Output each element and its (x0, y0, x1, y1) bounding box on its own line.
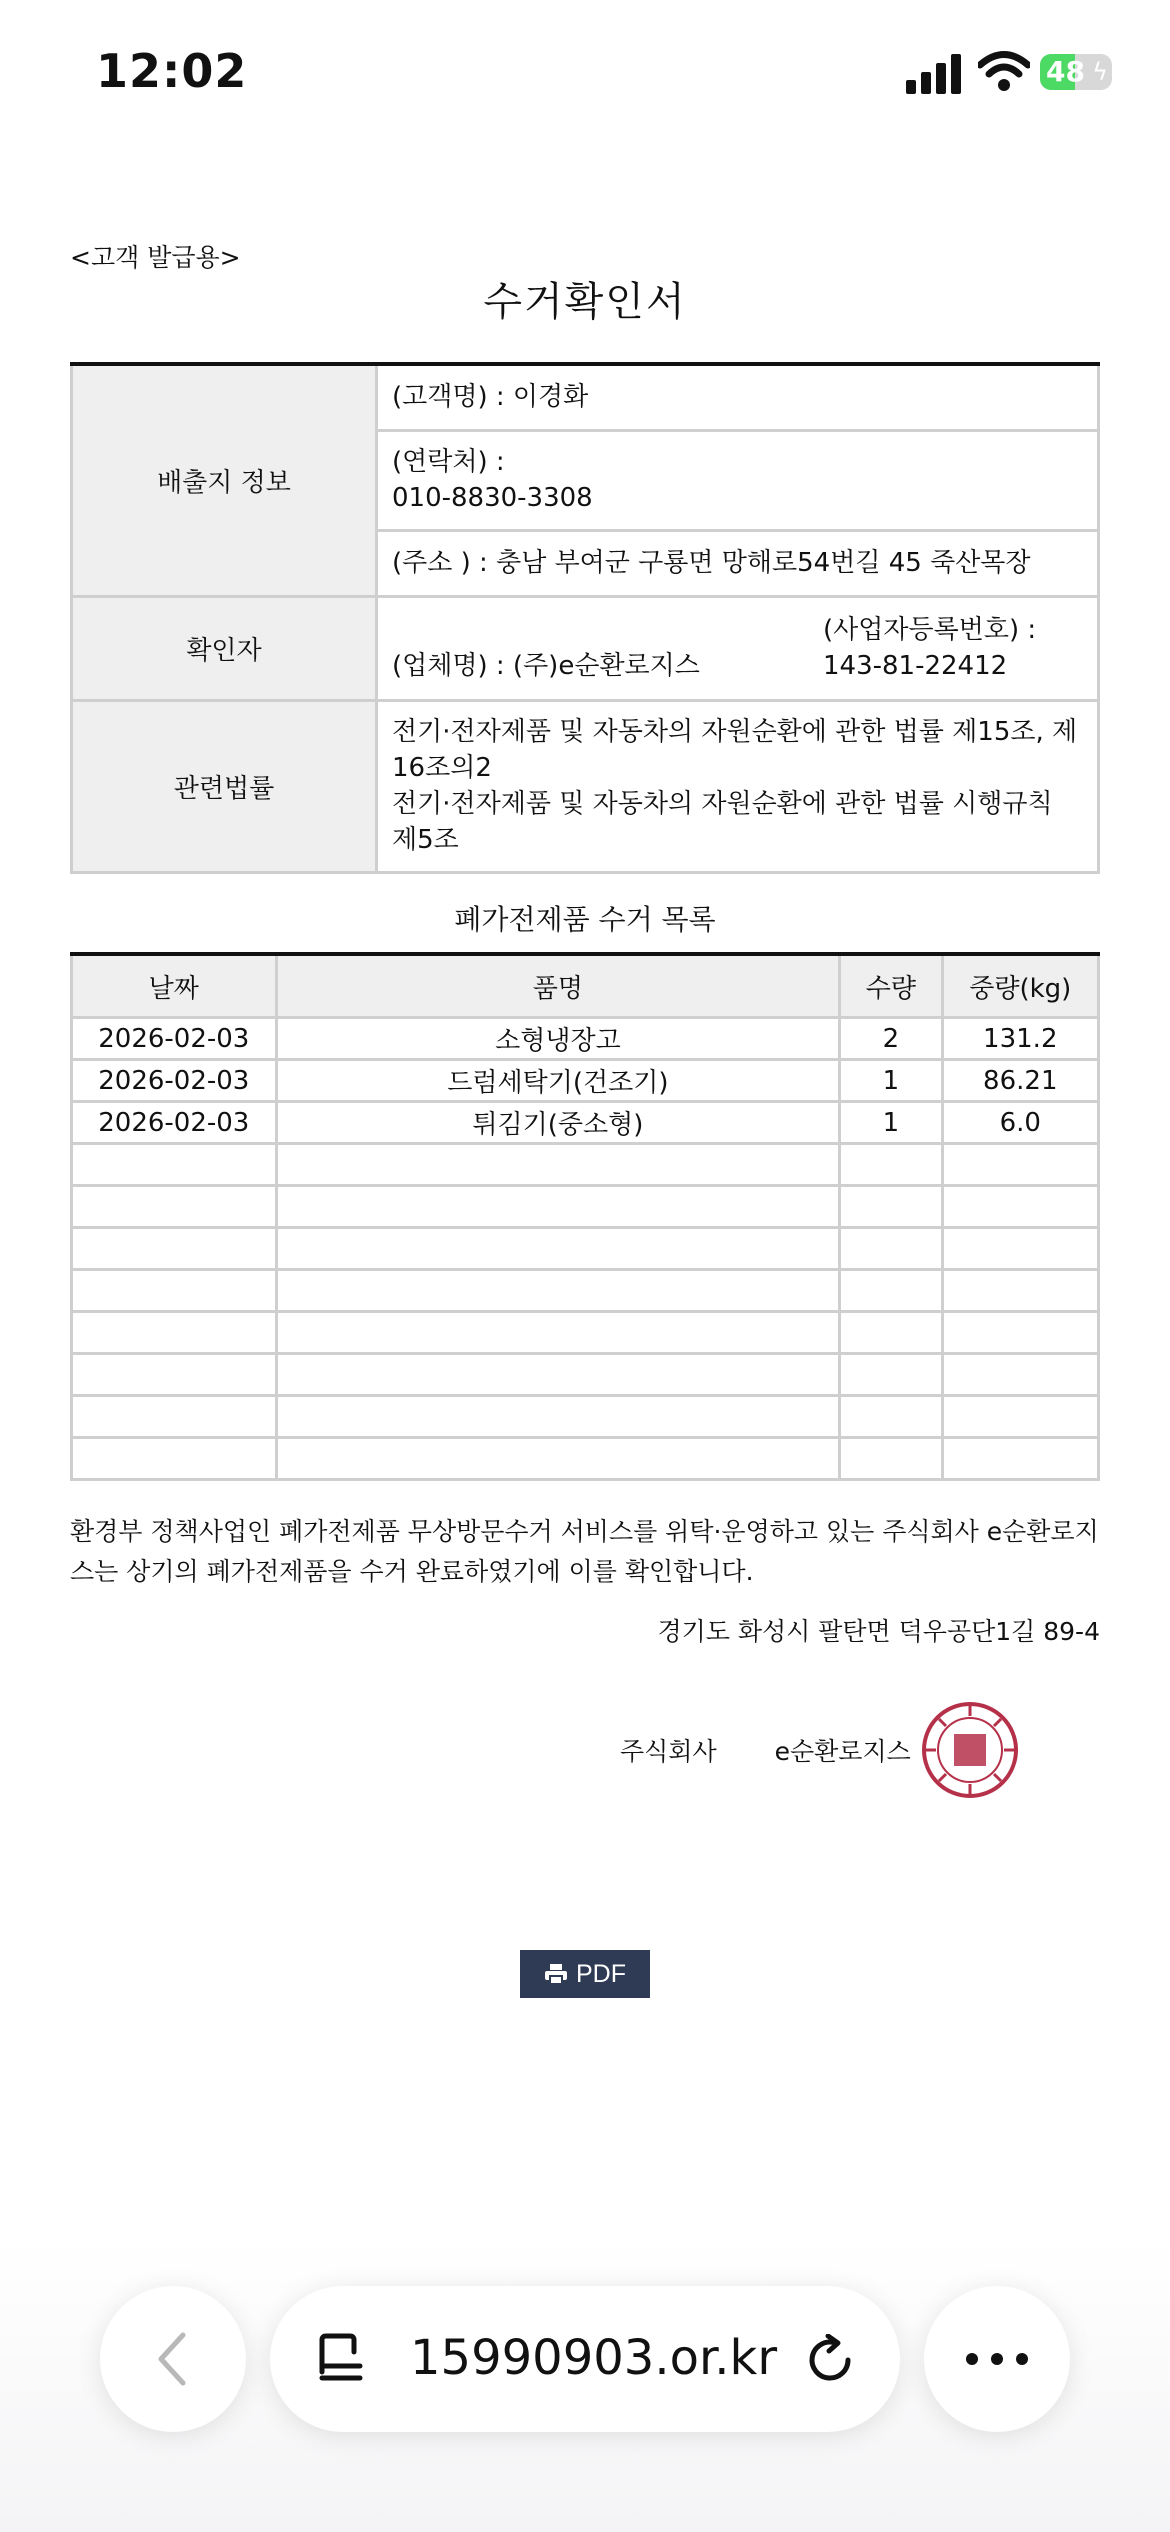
empty-table-row (72, 1312, 1099, 1354)
date-cell: 2026-02-03 (72, 1018, 277, 1060)
chevron-left-icon (153, 2329, 193, 2389)
contact-cell (377, 430, 1099, 530)
more-options-button[interactable] (924, 2286, 1070, 2432)
law-item: 전기·전자제품 및 자동차의 자원순환에 관한 법률 시행규칙 제5조 (392, 789, 1053, 855)
info-table (70, 362, 1100, 874)
table-row (72, 1060, 1099, 1102)
table-row (72, 1018, 1099, 1060)
law-cell (377, 700, 1099, 872)
company-address: 경기도 화성시 팔탄면 덕우공단1길 89-4 (657, 1617, 1100, 1646)
item-cell: 드럼세탁기(건조기) (276, 1060, 840, 1102)
wifi-icon (978, 50, 1030, 94)
item-cell: 튀김기(중소형) (276, 1102, 840, 1144)
weight-cell: 131.2 (942, 1018, 1098, 1060)
confirmer-header: 확인자 (72, 596, 377, 700)
weight-cell: 86.21 (942, 1060, 1098, 1102)
biz-reg-number: 143-81-22412 (823, 651, 1008, 681)
law-item: 전기·전자제품 및 자동차의 자원순환에 관한 법률 제15조, 제16조의2 (392, 717, 1078, 783)
date-cell: 2026-02-03 (72, 1060, 277, 1102)
empty-table-row (72, 1186, 1099, 1228)
items-table (70, 952, 1100, 1481)
address-value: (주소 ) : 충남 부여군 구룡면 망해로54번길 45 죽산목장 (377, 530, 1099, 596)
company-seal-stamp (920, 1700, 1020, 1800)
confirmation-statement: 환경부 정책사업인 폐가전제품 무상방문수거 서비스를 위탁·운영하고 있는 주식회사 e순환로지스는 상기의 폐가전제품을 수거 완료하였기에 이를 확인합니다. (70, 1517, 1099, 1586)
table-row (72, 1102, 1099, 1144)
url-text: 15990903.or.kr (410, 2330, 778, 2386)
empty-table-row (72, 1396, 1099, 1438)
column-header-date: 날짜 (72, 954, 277, 1018)
contact-value: 010-8830-3308 (392, 483, 593, 513)
empty-table-row (72, 1228, 1099, 1270)
qty-cell: 2 (840, 1018, 942, 1060)
battery-percent: 48 (1046, 55, 1085, 88)
law-header: 관련법률 (72, 700, 377, 872)
biz-reg-label: (사업자등록번호) : (823, 615, 1037, 645)
status-time: 12:02 (96, 44, 248, 98)
qty-cell: 1 (840, 1102, 942, 1144)
pdf-print-button[interactable] (520, 1950, 650, 1998)
confirmer-cell (377, 596, 1099, 700)
ellipsis-icon (965, 2352, 1029, 2366)
page-menu-icon (316, 2332, 366, 2386)
reload-icon[interactable] (804, 2334, 856, 2386)
back-button[interactable] (100, 2286, 246, 2432)
date-cell: 2026-02-03 (72, 1102, 277, 1144)
copy-label: <고객 발급용> (70, 243, 241, 272)
status-bar (0, 0, 1170, 150)
address-bar[interactable] (270, 2286, 900, 2432)
column-header-item: 품명 (276, 954, 840, 1018)
pdf-button-label: PDF (576, 1959, 626, 1988)
column-header-weight: 중량(kg) (942, 954, 1098, 1018)
company-prefix: 주식회사 (620, 1737, 717, 1766)
company-name-value: (업체명) : (주)e순환로지스 (392, 651, 700, 681)
contact-label: (연락처) : (392, 447, 505, 477)
cellular-signal-icon (906, 52, 962, 94)
printer-icon (544, 1963, 568, 1985)
weight-cell: 6.0 (942, 1102, 1098, 1144)
empty-table-row (72, 1144, 1099, 1186)
qty-cell: 1 (840, 1060, 942, 1102)
empty-table-row (72, 1354, 1099, 1396)
charging-bolt-icon: ϟ (1092, 58, 1108, 86)
item-cell: 소형냉장고 (276, 1018, 840, 1060)
company-signature (620, 1732, 911, 1768)
document-title: 수거확인서 (483, 279, 687, 325)
list-title: 폐가전제품 수거 목록 (454, 903, 716, 936)
origin-info-header: 배출지 정보 (72, 364, 377, 596)
empty-table-row (72, 1438, 1099, 1480)
column-header-qty: 수량 (840, 954, 942, 1018)
company-name: e순환로지스 (774, 1737, 911, 1766)
battery-icon (1040, 54, 1112, 90)
empty-table-row (72, 1270, 1099, 1312)
customer-name: (고객명) : 이경화 (377, 364, 1099, 430)
